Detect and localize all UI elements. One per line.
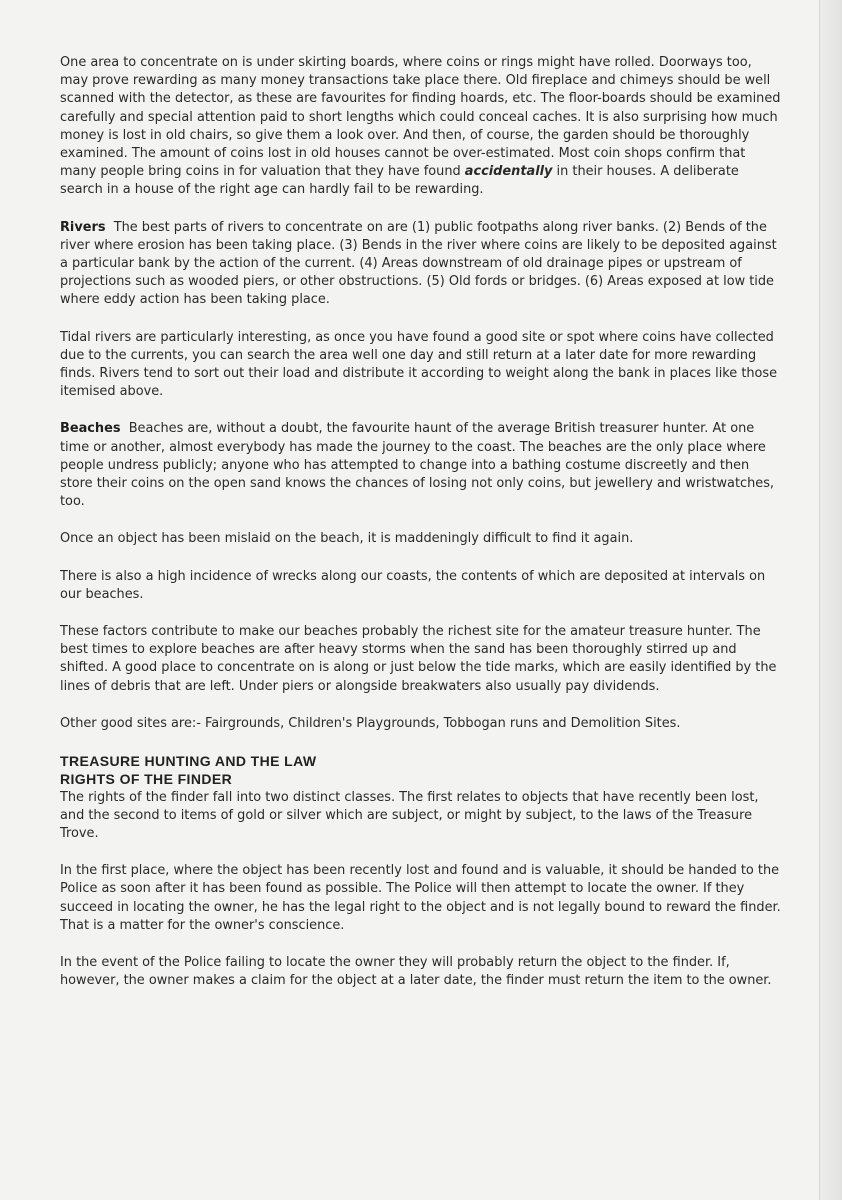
wrecks-paragraph: There is also a high incidence of wrecks along our coasts, the contents of which are deposited at intervals on our beaches.	[60, 568, 766, 602]
rivers-paragraph	[60, 219, 782, 310]
intro-text: One area to concentrate on is under skirting boards, where coins or rings might have rolled. Doorways too, may prove rewarding as many money transactions take place there. Old fireplace and chimeys should be well scanned with the detector, as these are favourites for finding hoards, etc. The floor-boards should be examined carefully and special attention paid to short lengths which could conceal caches. It is also surprising how much money is lost in old chairs, so give them a look over. And then, of course, the garden should be thoroughly examined. The amount of coins lost in old houses cannot be over-estimated. Most coin shops confirm that many people bring coins in for valuation that they have found	[60, 55, 781, 180]
beaches-text: Beaches are, without a doubt, the favourite haunt of the average British treasurer hunter. At one time or another, almost everybody has made the journey to the coast. The beaches are the only place where people undress publicly; anyone who has attempted to change into a bathing costume discreetly and then store their coins on the open sand knows the chances of losing not only coins, but jewellery and wristwatches, too.	[60, 421, 775, 510]
law-heading: TREASURE HUNTING AND THE LAW	[60, 753, 317, 770]
rights-paragraph-2: In the first place, where the object has been recently lost and found and is valuable, it should be handed to the Police as soon after it has been found as possible. The Police will then attempt to locate the owner. If they succeed in locating the owner, he has the legal right to the object and is not legally bound to reward the finder. That is a matter for the owner's conscience.	[60, 863, 781, 933]
intro-paragraph	[60, 54, 782, 200]
rivers-text: The best parts of rivers to concentrate on are (1) public footpaths along river banks. (2) Bends of the river where erosion has been taking place. (3) Bends in the river where coins are likely to be deposited against a particular bank by the action of the current. (4) Areas downstream of old drainage pipes or upstream of projections such as wooded piers, or other obstructions. (5) Old fords or bridges. (6) Areas exposed at low tide where eddy action has been taking place.	[60, 219, 777, 308]
other-sites-paragraph: Other good sites are:- Fairgrounds, Children's Playgrounds, Tobbogan runs and Demolition Sites.	[60, 715, 681, 731]
page-edge	[819, 0, 842, 1200]
intro-text-end: in their houses. A deliberate search in a house of the right age can hardly fail to be rewarding.	[60, 164, 739, 198]
rights-heading: RIGHTS OF THE FINDER	[60, 771, 233, 788]
tidal-paragraph: Tidal rivers are particularly interesting, as once you have found a good site or spot where coins have collected due to the currents, you can search the area well one day and still return at a later date for more rewarding finds. Rivers tend to sort out their load and distribute it according to weight along the bank in places like those itemised above.	[60, 329, 778, 400]
rights-paragraph-3: In the event of the Police failing to locate the owner they will probably return the object to the finder. If, however, the owner makes a claim for the object at a later date, the finder must return the item to the owner.	[60, 954, 772, 989]
rights-paragraph-1: The rights of the finder fall into two distinct classes. The first relates to objects that have recently been lost, and the second to items of gold or silver which are subject, or might by subject, to the laws of the Treasure Trove.	[60, 789, 759, 841]
document-body	[60, 54, 782, 1009]
beaches-lead: Beaches	[60, 421, 121, 437]
beaches-paragraph	[60, 420, 782, 511]
factors-paragraph: These factors contribute to make our beaches probably the richest site for the amateur treasure hunter. The best times to explore beaches are after heavy storms when the sand has been thoroughly stirred up and shifted. A good place to concentrate on is along or just below the tide marks, which are easily identified by the lines of debris that are left. Under piers or alongside breakwaters also usually pay dividends.	[60, 624, 777, 694]
intro-emphasis: accidentally	[464, 164, 553, 180]
rivers-lead: Rivers	[60, 219, 106, 235]
mislaid-paragraph: Once an object has been mislaid on the beach, it is maddeningly difficult to find it again.	[60, 531, 634, 547]
